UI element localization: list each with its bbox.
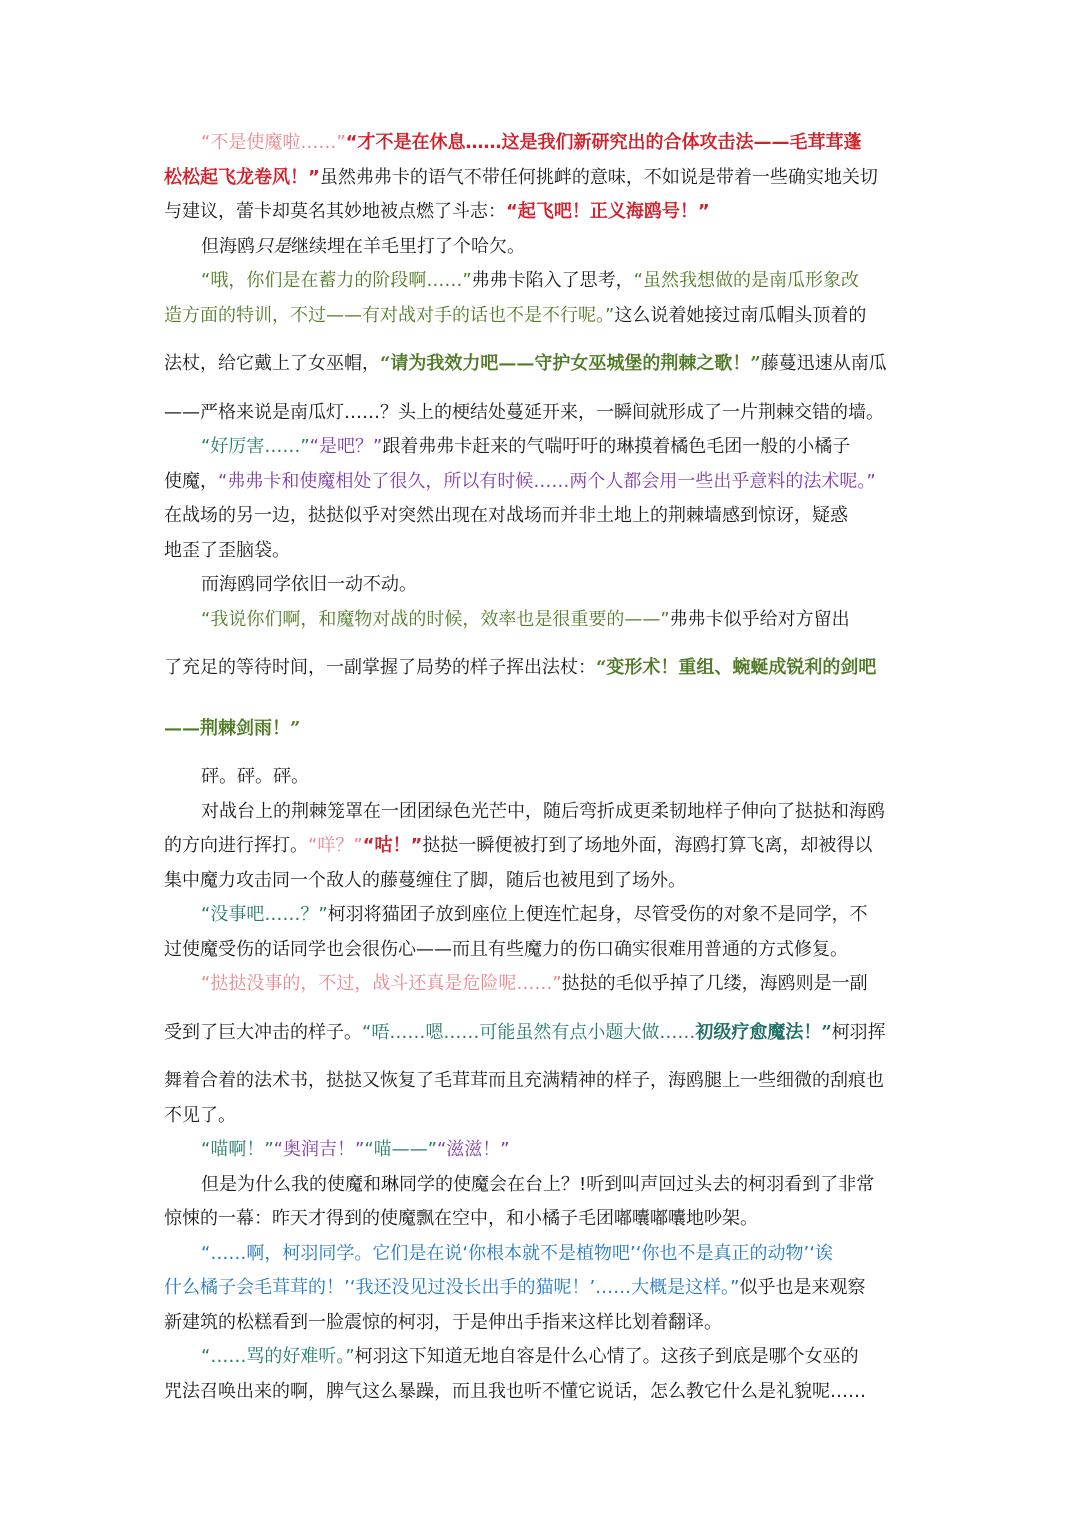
text-span: 柯羽这下知道无地自容是什么心情了。这孩子到底是哪个女巫的 xyxy=(354,1346,859,1367)
text-line xyxy=(164,1064,918,1099)
paragraph-spacer xyxy=(164,382,918,396)
text-span: ——严格来说是南瓜灯……？头上的梗结处蔓延开来，一瞬间就形成了一片荆棘交错的墙。 xyxy=(164,401,884,423)
text-span: “咩？” xyxy=(308,835,363,856)
text-line xyxy=(164,1168,918,1203)
text-span: 使魔， xyxy=(164,470,218,492)
text-line xyxy=(164,396,918,431)
paragraph xyxy=(164,712,918,747)
text-span: 过使魔受伤的话同学也会很伤心——而且有些魔力的伤口确实很难用普通的方式修复。 xyxy=(164,938,848,960)
paragraph xyxy=(164,396,918,431)
text-line xyxy=(164,1099,918,1134)
text-span: “是吧？” xyxy=(309,436,383,457)
paragraph xyxy=(164,651,918,686)
text-line xyxy=(164,864,918,899)
paragraph xyxy=(164,347,918,382)
text-line xyxy=(164,1306,918,1341)
text-line xyxy=(164,465,918,500)
text-span: “哦，你们是在蓄力的阶段啊……” xyxy=(201,270,472,291)
text-span: 咒法召唤出来的啊，脾气这么暴躁，而且我也听不懂它说话，怎么教它什么是礼貌呢…… xyxy=(164,1380,866,1402)
text-span: “虽然我想做的是南瓜形象改 xyxy=(633,270,859,291)
text-span: 什么橘子会毛茸茸的！’‘我还没见过没长出手的猫呢！’……大概是这样。” xyxy=(164,1277,740,1298)
text-line xyxy=(164,1375,918,1410)
text-span: 柯羽将猫团子放到座位上便连忙起身，尽管受伤的对象不是同学，不 xyxy=(327,904,868,925)
text-span: 这么说着她接过南瓜帽头顶着的 xyxy=(614,304,867,326)
text-span: 不见了。 xyxy=(164,1104,236,1126)
text-span: “不是使魔啦……” xyxy=(201,132,346,153)
text-line xyxy=(164,829,918,864)
text-span: “喵——” xyxy=(364,1139,437,1160)
text-span: 法杖，给它戴上了女巫帽， xyxy=(164,353,380,374)
text-span: 柯羽挥 xyxy=(831,1021,886,1043)
paragraph xyxy=(164,1168,918,1237)
paragraph xyxy=(164,1133,918,1168)
text-span: 对战台上的荆棘笼罩在一团团绿色光芒中，随后弯折成更柔韧地样子伸向了挞挞和海鸥 xyxy=(201,800,885,822)
paragraph-spacer xyxy=(164,637,918,651)
text-span: 惊悚的一幕：昨天才得到的使魔飘在空中，和小橘子毛团嘟囔嘟囔地吵架。 xyxy=(164,1208,758,1229)
text-line xyxy=(164,933,918,968)
text-line xyxy=(164,651,918,686)
text-line xyxy=(164,760,918,795)
text-line xyxy=(164,264,918,299)
text-line xyxy=(164,161,918,196)
text-span: ——荆棘剑雨！” xyxy=(164,717,301,739)
text-span: “才不是在休息……这是我们新研究出的合体攻击法——毛茸茸蓬 xyxy=(345,132,862,153)
text-span: 弗弗卡陷入了思考， xyxy=(471,270,634,291)
text-span: “好厉害……” xyxy=(201,436,310,457)
text-span: “唔……嗯……可能虽然有点小题大做…… xyxy=(362,1021,696,1043)
paragraph xyxy=(164,430,918,499)
paragraph xyxy=(164,1064,918,1133)
text-line xyxy=(164,1271,918,1306)
text-span: 似乎也是来观察 xyxy=(739,1277,866,1298)
text-span: 初级疗愈魔法！” xyxy=(695,1021,832,1043)
text-line xyxy=(164,499,918,534)
text-span: 挞挞一瞬便被打到了场地外面，海鸥打算飞离，却被得以 xyxy=(422,835,873,856)
text-span: 与建议，蕾卡却莫名其妙地被点燃了斗志： xyxy=(164,201,506,222)
text-span: 藤蔓迅速从南瓜 xyxy=(760,353,887,374)
paragraph-spacer xyxy=(164,686,918,712)
text-span: “喵啊！” xyxy=(201,1139,274,1160)
paragraph xyxy=(164,760,918,795)
text-span: 而海鸥同学依旧一动不动。 xyxy=(201,574,417,595)
text-line xyxy=(164,1340,918,1375)
text-line xyxy=(164,568,918,603)
text-span: 了充足的等待时间，一副掌握了局势的样子挥出法杖： xyxy=(164,657,596,678)
text-span: 但海鸥 xyxy=(201,235,255,257)
text-line xyxy=(164,1237,918,1272)
text-span: 在战场的另一边，挞挞似乎对突然出现在对战场而并非土地上的荆棘墙感到惊讶，疑惑 xyxy=(164,505,848,526)
text-span: 造方面的特训，不过——有对战对手的话也不是不行呢。” xyxy=(164,304,615,326)
paragraph-spacer xyxy=(164,746,918,760)
text-line xyxy=(164,1202,918,1237)
text-line xyxy=(164,712,918,747)
text-line xyxy=(164,534,918,569)
paragraph xyxy=(164,230,918,265)
paragraph xyxy=(164,1237,918,1341)
paragraph xyxy=(164,967,918,1002)
text-span: “奥润吉！” xyxy=(273,1139,365,1160)
text-span: 挞挞的毛似乎掉了几缕，海鸥则是一副 xyxy=(561,973,868,994)
text-span: 的方向进行挥打。 xyxy=(164,835,308,856)
text-span: “起飞吧！正义海鸥号！” xyxy=(506,201,710,222)
paragraph xyxy=(164,1016,918,1051)
text-line xyxy=(164,603,918,638)
paragraph-spacer xyxy=(164,333,918,347)
text-line xyxy=(164,967,918,1002)
text-span: “我说你们啊，和魔物对战的时候，效率也是很重要的——” xyxy=(201,608,670,630)
text-span: 但是为什么我的使魔和琳同学的使魔会在台上？!听到叫声回过头去的柯羽看到了非常 xyxy=(201,1173,875,1195)
text-span: 新建筑的松糕看到一脸震惊的柯羽，于是伸出手指来这样比划着翻译。 xyxy=(164,1311,722,1333)
text-span: 只是 xyxy=(255,235,291,257)
paragraph xyxy=(164,898,918,967)
text-span: “……啊，柯羽同学。它们是在说‘你根本就不是植物吧’‘你也不是真正的动物’‘诶 xyxy=(201,1242,833,1264)
text-span: 集中魔力攻击同一个敌人的藤蔓缠住了脚，随后也被甩到了场外。 xyxy=(164,869,686,891)
text-line xyxy=(164,795,918,830)
text-span: 跟着弗弗卡赶来的气喘吁吁的琳摸着橘色毛团一般的小橘子 xyxy=(382,436,851,457)
text-span: “没事吧……？” xyxy=(201,904,328,925)
text-span: 砰。砰。砰。 xyxy=(201,766,309,787)
paragraph xyxy=(164,264,918,333)
text-span: “请为我效力吧——守护女巫城堡的荆棘之歌！” xyxy=(380,353,761,374)
paragraph xyxy=(164,1340,918,1409)
text-span: “弗弗卡和使魔相处了很久，所以有时候……两个人都会用一些出乎意料的法术呢。” xyxy=(218,470,876,492)
text-line xyxy=(164,898,918,933)
text-span: 弗弗卡似乎给对方留出 xyxy=(669,608,850,630)
text-span: “咕！” xyxy=(362,835,423,856)
paragraph xyxy=(164,499,918,568)
text-line xyxy=(164,347,918,382)
text-line xyxy=(164,430,918,465)
text-span: “变形术！重组、蜿蜒成锐利的剑吧 xyxy=(596,657,877,678)
text-span: 地歪了歪脑袋。 xyxy=(164,539,290,561)
paragraph xyxy=(164,603,918,638)
text-span: “挞挞没事的，不过，战斗还真是危险呢……” xyxy=(201,973,562,994)
text-span: 继续埋在羊毛里打了个哈欠。 xyxy=(291,235,525,257)
text-line xyxy=(164,230,918,265)
text-line xyxy=(164,126,918,161)
text-line xyxy=(164,195,918,230)
paragraph xyxy=(164,126,918,230)
paragraph xyxy=(164,568,918,603)
paragraph-spacer xyxy=(164,1050,918,1064)
text-line xyxy=(164,1133,918,1168)
text-span: 虽然弗弗卡的语气不带任何挑衅的意味，不如说是带着一些确实地关切 xyxy=(319,166,878,188)
paragraph xyxy=(164,795,918,899)
paragraph-spacer xyxy=(164,1002,918,1016)
text-span: 松松起飞龙卷风！” xyxy=(164,166,320,188)
text-line xyxy=(164,1016,918,1051)
document-page xyxy=(164,126,918,1409)
text-line xyxy=(164,299,918,334)
text-span: “……骂的好难听。” xyxy=(201,1346,355,1367)
text-span: 舞着合着的法术书，挞挞又恢复了毛茸茸而且充满精神的样子，海鸥腿上一些细微的刮痕也 xyxy=(164,1070,884,1091)
text-span: “滋滋！” xyxy=(436,1139,510,1160)
text-span: 受到了巨大冲击的样子。 xyxy=(164,1021,362,1043)
